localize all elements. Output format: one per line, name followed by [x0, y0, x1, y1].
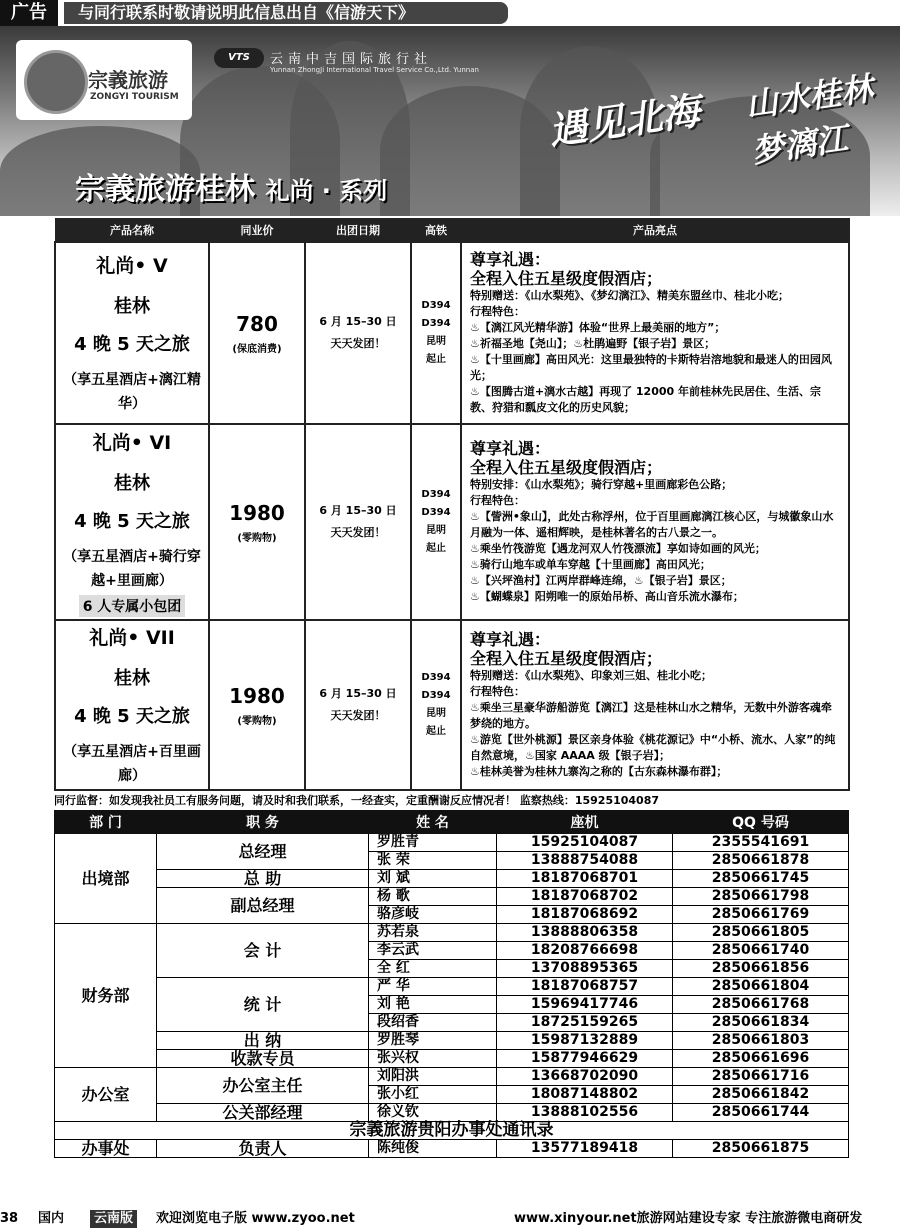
name-cell: 罗胜青: [369, 834, 497, 852]
phone-cell: 13577189418: [497, 1140, 673, 1158]
phone-cell: 18187068757: [497, 978, 673, 996]
edition-badge: 云南版: [90, 1210, 137, 1228]
price-cell: [209, 424, 305, 620]
product-city: 桂林: [114, 667, 150, 689]
rail-line: D394: [421, 300, 451, 311]
rail-line: 昆明: [426, 336, 446, 347]
phone-cell: 15987132889: [497, 1032, 673, 1050]
qq-cell: 2850661878: [673, 852, 849, 870]
highlight-line: ♨祈福圣地【尧山】；♨杜鹃遍野【银子岩】景区；: [470, 337, 716, 350]
agency-logo-icon: VTS: [214, 48, 264, 68]
date-cell: [305, 424, 411, 620]
qq-cell: 2850661769: [673, 906, 849, 924]
rail-cell: [411, 242, 461, 424]
product-duration: 4 晚 5 天之旅: [74, 333, 190, 355]
logo-name: 宗義旅游: [88, 68, 168, 92]
highlight-line: ♨桂林美誉为桂林九寨沟之称的【古东森林瀑布群】；: [470, 765, 728, 778]
page-number: 38: [0, 1211, 19, 1226]
highlight-line: ♨乘坐竹筏游览【遇龙河双人竹筏漂流】享如诗如画的风光；: [470, 542, 766, 555]
highlight-line: ♨【十里画廊】高田风光：这里最独特的卡斯特岩溶地貌和最迷人的田园风光；: [470, 353, 832, 382]
rail-line: D394: [421, 489, 451, 500]
highlight-title: 尊享礼遇：: [470, 439, 551, 458]
phone-cell: 15925104087: [497, 834, 673, 852]
name-cell: 李云武: [369, 942, 497, 960]
series-title: [75, 164, 387, 208]
col-date: 出团日期: [305, 219, 411, 243]
date-frequency: 天天发团！: [330, 526, 386, 539]
price-note: (保底消费): [232, 343, 282, 355]
highlight-hotel: 全程入住五星级度假酒店；: [470, 269, 663, 288]
role-cell: 总经理: [157, 834, 369, 870]
product-note: （享五星酒店+漓江精华）: [63, 371, 201, 412]
agency-name: 云南中吉国际旅行社: [270, 52, 433, 67]
phone-cell: 13668702090: [497, 1068, 673, 1086]
col-role: 职 务: [157, 811, 369, 834]
rail-line: 起止: [426, 354, 446, 365]
highlight-title: 尊享礼遇：: [470, 250, 551, 269]
phone-cell: 15877946629: [497, 1050, 673, 1068]
highlight-line: ♨【兴坪渔村】江两岸群峰连绵，♨【银子岩】景区；: [470, 574, 732, 587]
phone-cell: 13708895365: [497, 960, 673, 978]
dept-cell: 办事处: [55, 1140, 157, 1158]
rail-cell: [411, 424, 461, 620]
highlight-line: 行程特色：: [470, 305, 525, 318]
phone-cell: 13888754088: [497, 852, 673, 870]
agency-english-name: Yunnan ZhongJi International Travel Service Co.,Ltd. Yunnan: [270, 66, 479, 74]
role-cell: 统 计: [157, 978, 369, 1032]
highlight-hotel: 全程入住五星级度假酒店；: [470, 649, 663, 668]
product-note: （享五星酒店+骑行穿越+里画廊）: [63, 548, 201, 589]
qq-cell: 2850661856: [673, 960, 849, 978]
product-duration: 4 晚 5 天之旅: [74, 510, 190, 532]
name-cell: 徐义钦: [369, 1104, 497, 1122]
date-cell: [305, 242, 411, 424]
section-label: 国内: [38, 1211, 65, 1226]
highlight-line: ♨【訾洲•象山】，此处古称浮州，位于百里画廊漓江核心区，与城徽象山水月融为一体、遥相辉映，是桂林著名的古八景之一。: [470, 510, 834, 539]
name-cell: 全 红: [369, 960, 497, 978]
name-cell: 刘阳洪: [369, 1068, 497, 1086]
date-frequency: 天天发团！: [330, 337, 386, 350]
phone-cell: 15969417746: [497, 996, 673, 1014]
qq-cell: 2850661745: [673, 870, 849, 888]
rail-line: D394: [421, 690, 451, 701]
product-title: 礼尚• VII: [89, 626, 175, 649]
footprint-logo-icon: [24, 50, 88, 114]
product-name-cell: [55, 242, 209, 424]
product-title: 礼尚• VI: [92, 431, 172, 454]
dept-cell: 出境部: [55, 834, 157, 924]
table-row: [55, 888, 849, 906]
product-title: 礼尚• V: [96, 254, 168, 277]
product-city: 桂林: [114, 295, 150, 317]
product-row: [55, 620, 849, 790]
slogan-guilin: 山水桂林 梦漓江: [743, 69, 876, 171]
header-banner: [0, 26, 900, 216]
series-main: 宗義旅游桂林: [75, 172, 255, 207]
product-group-badge: 6 人专属小包团: [79, 595, 186, 617]
price-note: (零购物): [237, 532, 277, 544]
office-title: 宗義旅游贵阳办事处通讯录: [55, 1122, 849, 1140]
price-cell: [209, 620, 305, 790]
highlight-line: ♨游览【世外桃源】景区亲身体验《桃花源记》中“小桥、流水、人家”的纯自然意境，♨国家 AAAA 级【银子岩】；: [470, 733, 836, 762]
product-name-cell: [55, 620, 209, 790]
contacts-table: [54, 810, 849, 1158]
highlight-line: ♨【漓江风光精华游】体验“世界上最美丽的地方”；: [470, 321, 726, 334]
highlight-line: 特别赠送：《山水梨苑》、《梦幻漓江》、精美东盟丝巾、桂北小吃；: [470, 289, 789, 302]
supervision-notice: 同行监督：如发现我社员工有服务问题，请及时和我们联系，一经查实，定重酬谢反应情况者！ 监察热线：15925104087: [54, 794, 660, 807]
product-city: 桂林: [114, 472, 150, 494]
footer-message[interactable]: 欢迎浏览电子版 www.zyoo.net: [156, 1211, 355, 1226]
product-note: （享五星酒店+百里画廊）: [63, 743, 201, 784]
name-cell: 张 荣: [369, 852, 497, 870]
highlights-cell: [461, 242, 849, 424]
product-row: [55, 242, 849, 424]
date-range: 6 月 15–30 日: [319, 687, 397, 700]
series-sub: 礼尚 · 系列: [265, 177, 388, 205]
highlight-title: 尊享礼遇：: [470, 630, 551, 649]
qq-cell: 2850661768: [673, 996, 849, 1014]
phone-cell: 13888806358: [497, 924, 673, 942]
phone-cell: 18208766698: [497, 942, 673, 960]
rail-line: D394: [421, 318, 451, 329]
name-cell: 罗胜琴: [369, 1032, 497, 1050]
name-cell: 张小红: [369, 1086, 497, 1104]
highlights-cell: [461, 424, 849, 620]
phone-cell: 18187068702: [497, 888, 673, 906]
role-cell: 总 助: [157, 870, 369, 888]
role-cell: 办公室主任: [157, 1068, 369, 1104]
col-product-name: 产品名称: [55, 219, 209, 243]
highlight-line: ♨【图腾古道+漓水古越】再现了 12000 年前桂林先民居住、生活、宗教、狩猎和瓢皮文化的历史风貌；: [470, 385, 822, 414]
table-row: [55, 1140, 849, 1158]
phone-cell: 18725159265: [497, 1014, 673, 1032]
price-cell: [209, 242, 305, 424]
date-cell: [305, 620, 411, 790]
highlight-line: ♨骑行山地车或单车穿越【十里画廊】高田风光；: [470, 558, 711, 571]
phone-cell: 18187068701: [497, 870, 673, 888]
col-highlights: 产品亮点: [461, 219, 849, 243]
qq-cell: 2850661875: [673, 1140, 849, 1158]
highlights-cell: [461, 620, 849, 790]
ad-tag: 广告: [0, 0, 58, 26]
qq-cell: 2850661804: [673, 978, 849, 996]
qq-cell: 2850661740: [673, 942, 849, 960]
date-range: 6 月 15–30 日: [319, 315, 397, 328]
logo-english-name: ZONGYI TOURISM: [90, 92, 179, 102]
highlight-line: 特别安排：《山水梨苑》；骑行穿越+里画廊彩色公路；: [470, 478, 733, 491]
name-cell: 段绍香: [369, 1014, 497, 1032]
col-price: 同业价: [209, 219, 305, 243]
footer-right-text[interactable]: www.xinyour.net旅游网站建设专家 专注旅游微电商研发: [514, 1211, 863, 1226]
col-dept: 部 门: [55, 811, 157, 834]
name-cell: 刘 艳: [369, 996, 497, 1014]
qq-cell: 2850661798: [673, 888, 849, 906]
highlight-line: 行程特色：: [470, 685, 525, 698]
name-cell: 张兴权: [369, 1050, 497, 1068]
qq-cell: 2850661716: [673, 1068, 849, 1086]
highlight-line: 特别赠送：《山水梨苑》、印象刘三姐、桂北小吃；: [470, 669, 712, 682]
rail-line: 昆明: [426, 525, 446, 536]
col-qq: QQ 号码: [673, 811, 849, 834]
qq-cell: 2850661834: [673, 1014, 849, 1032]
date-range: 6 月 15–30 日: [319, 504, 397, 517]
role-cell: 副总经理: [157, 888, 369, 924]
price-value: 780: [236, 311, 278, 336]
table-row: [55, 924, 849, 942]
table-row: [55, 978, 849, 996]
col-name: 姓 名: [369, 811, 497, 834]
rail-line: D394: [421, 672, 451, 683]
rail-line: 起止: [426, 726, 446, 737]
price-value: 1980: [229, 500, 285, 525]
role-cell: 负责人: [157, 1140, 369, 1158]
name-cell: 刘 斌: [369, 870, 497, 888]
rail-line: 起止: [426, 543, 446, 554]
highlight-hotel: 全程入住五星级度假酒店；: [470, 458, 663, 477]
col-phone: 座机: [497, 811, 673, 834]
table-row: [55, 1032, 849, 1050]
price-note: (零购物): [237, 715, 277, 727]
company-logo: [16, 40, 192, 120]
table-row: [55, 1068, 849, 1086]
table-row: [55, 1104, 849, 1122]
highlight-line: ♨乘坐三星豪华游船游览【漓江】这是桂林山水之精华，无数中外游客魂牵梦绕的地方。: [470, 701, 832, 730]
name-cell: 严 华: [369, 978, 497, 996]
role-cell: 出 纳: [157, 1032, 369, 1050]
price-value: 1980: [229, 683, 285, 708]
table-row: [55, 1050, 849, 1068]
table-row: [55, 870, 849, 888]
ad-bar: [0, 0, 900, 26]
phone-cell: 13888102556: [497, 1104, 673, 1122]
product-name-cell: [55, 424, 209, 620]
dept-cell: 财务部: [55, 924, 157, 1068]
col-rail: 高铁: [411, 219, 461, 243]
role-cell: 收款专员: [157, 1050, 369, 1068]
qq-cell: 2850661696: [673, 1050, 849, 1068]
name-cell: 骆彦岐: [369, 906, 497, 924]
product-row: [55, 424, 849, 620]
rail-line: D394: [421, 507, 451, 518]
slogan-beihai: 遇见北海: [546, 88, 703, 154]
ad-notice: 与同行联系时敬请说明此信息出自《信游天下》: [64, 2, 508, 24]
phone-cell: 18087148802: [497, 1086, 673, 1104]
office-title-row: [55, 1122, 849, 1140]
qq-cell: 2355541691: [673, 834, 849, 852]
table-row: [55, 834, 849, 852]
highlight-line: 行程特色：: [470, 494, 525, 507]
qq-cell: 2850661805: [673, 924, 849, 942]
highlight-line: ♨【蝴蝶泉】阳朔唯一的原始吊桥、高山音乐流水瀑布；: [470, 590, 744, 603]
role-cell: 公关部经理: [157, 1104, 369, 1122]
phone-cell: 18187068692: [497, 906, 673, 924]
name-cell: 杨 歌: [369, 888, 497, 906]
rail-line: 昆明: [426, 708, 446, 719]
date-frequency: 天天发团！: [330, 709, 386, 722]
product-table: [54, 218, 850, 791]
dept-cell: 办公室: [55, 1068, 157, 1122]
role-cell: 会 计: [157, 924, 369, 978]
qq-cell: 2850661842: [673, 1086, 849, 1104]
qq-cell: 2850661744: [673, 1104, 849, 1122]
product-duration: 4 晚 5 天之旅: [74, 705, 190, 727]
qq-cell: 2850661803: [673, 1032, 849, 1050]
name-cell: 苏若泉: [369, 924, 497, 942]
page-footer: [0, 1208, 900, 1230]
name-cell: 陈纯俊: [369, 1140, 497, 1158]
rail-cell: [411, 620, 461, 790]
